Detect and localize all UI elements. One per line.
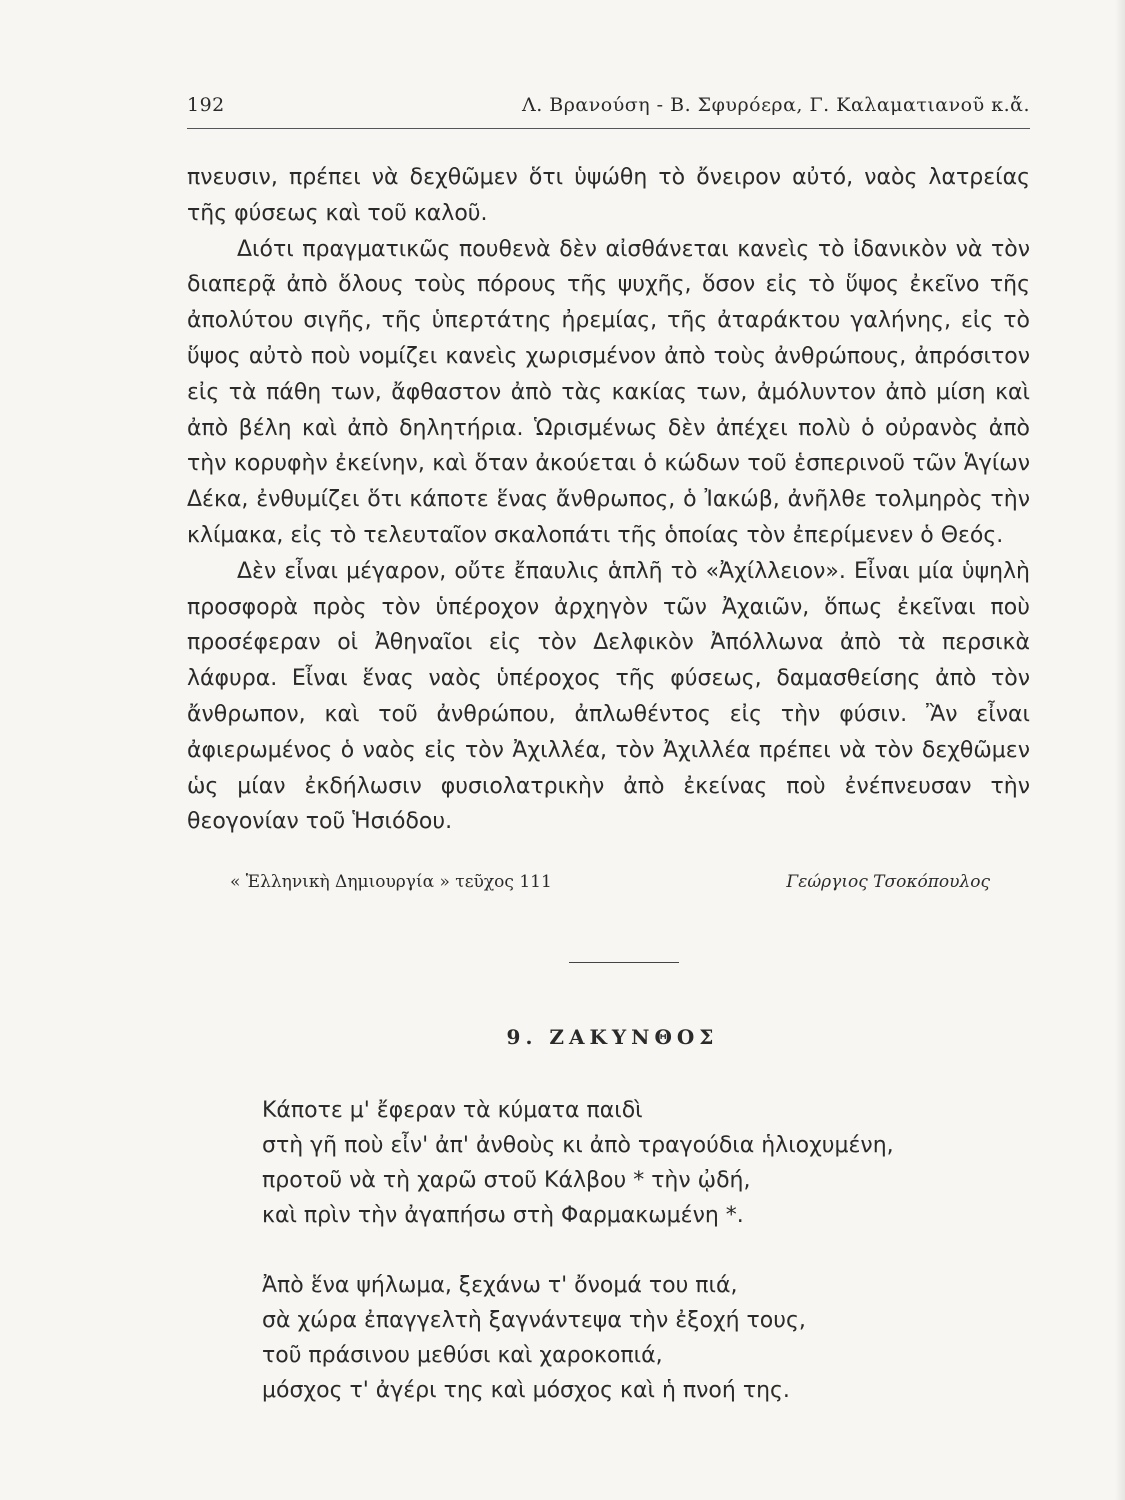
poem-line: Κάποτε μ' ἔφεραν τὰ κύματα παιδὶ — [262, 1098, 643, 1123]
poem-line: μόσχος τ' ἀγέρι της καὶ μόσχος καὶ ἡ πνοή της. — [262, 1378, 790, 1403]
poem-line: τοῦ πράσινου μεθύσι καὶ χαροκοπιά, — [262, 1343, 663, 1368]
poem-line: σὰ χώρα ἐπαγγελτὴ ξαγνάντεψα τὴν ἐξοχή τους, — [262, 1308, 806, 1333]
running-head: Λ. Βρανούση - Β. Σφυρόερα, Γ. Καλαματιανοῦ κ.ἄ. — [521, 94, 1030, 116]
poem — [262, 1093, 1042, 1443]
poem-line: στὴ γῆ ποὺ εἶν' ἀπ' ἀνθοὺς κι ἀπὸ τραγούδια ἡλιοχυμένη, — [262, 1133, 894, 1158]
poem-line: καὶ πρὶν τὴν ἀγαπήσω στὴ Φαρμακωμένη *. — [262, 1203, 744, 1228]
poem-line: Ἀπὸ ἕνα ψήλωμα, ξεχάνω τ' ὄνομά του πιά, — [262, 1273, 738, 1298]
paragraph: Δὲν εἶναι μέγαρον, οὔτε ἔπαυλις ἁπλῆ τὸ «Ἀχίλλειον». Εἶναι μία ὑψηλὴ προσφορὰ πρὸς τὸν ὑπέροχον ἀρχηγὸν τῶν Ἀχαιῶν, ὅπως ἐκεῖναι ποὺ προσέφεραν οἱ Ἀθηναῖοι εἰς τὸν Δελφικὸν Ἀπόλλωνα ἀπὸ τὰ περσικὰ λάφυρα. Εἶναι ἕνας ναὸς ὑπέροχος τῆς φύσεως, δαμασθείσης ἀπὸ τὸν ἄνθρωπον, καὶ τοῦ ἀνθρώπου, ἀπλωθέντος εἰς τὴν φύσιν. Ἂν εἶναι ἀφιερωμένος ὁ ναὸς εἰς τὸν Ἀχιλλέα, τὸν Ἀχιλλέα πρέπει νὰ τὸν δεχθῶμεν ὡς μίαν ἐκδήλωσιν φυσιολατρικὴν ἀπὸ ἐκείνας ποὺ ἐνέπνευσαν τὴν θεογονίαν τοῦ Ἡσιόδου. — [187, 558, 1030, 835]
page-header — [187, 92, 1030, 129]
page-edge-shadow — [1115, 0, 1125, 1500]
prose-body — [187, 160, 1030, 840]
poem-stanza-2 — [262, 1268, 1042, 1408]
section-divider — [569, 962, 679, 963]
paragraph: Διότι πραγματικῶς πουθενὰ δὲν αἰσθάνεται κανεὶς τὸ ἰδανικὸν νὰ τὸν διαπερᾷ ἀπὸ ὅλους τοὺς πόρους τῆς ψυχῆς, ὅσον εἰς τὸ ὕψος ἐκεῖνο τῆς ἀπολύτου σιγῆς, τῆς ὑπερτάτης ἠρεμίας, τῆς ἀταράκτου γαλήνης, εἰς τὸ ὕψος αὐτὸ ποὺ νομίζει κανεὶς χωρισμένον ἀπὸ τοὺς ἀνθρώπους, ἀπρόσιτον εἰς τὰ πάθη των, ἄφθαστον ἀπὸ τὰς κακίας των, ἀμόλυντον ἀπὸ μίση καὶ ἀπὸ βέλη καὶ ἀπὸ δηλητήρια. Ὡρισμένως δὲν ἀπέχει πολὺ ὁ οὐρανὸς ἀπὸ τὴν κορυφὴν ἐκείνην, καὶ ὅταν ἀκούεται ὁ κώδων τοῦ ἑσπερινοῦ τῶν Ἁγίων Δέκα, ἐνθυμίζει ὅτι κάποτε ἕνας ἄνθρωπος, ὁ Ἰακώβ, ἀνῆλθε τολμηρὸς τὴν κλίμακα, εἰς τὸ τελευταῖον σκαλοπάτι τῆς ὁποίας τὸν ἐπερίμενεν ὁ Θεός. — [187, 236, 1030, 548]
poem-stanza-1 — [262, 1093, 1042, 1233]
citation-author: Γεώργιος Τσοκόπουλος — [786, 872, 990, 892]
section-title: 9. ΖΑΚΥΝΘΟΣ — [506, 1025, 719, 1049]
paragraph-continuation: πνευσιν, πρέπει νὰ δεχθῶμεν ὅτι ὑψώθη τὸ ὄνειρον αὐτό, ναὸς λατρείας τῆς φύσεως καὶ τοῦ καλοῦ. — [187, 165, 1030, 226]
citation — [230, 872, 990, 902]
citation-source: « Ἑλληνικὴ Δημιουργία » τεῦχος 111 — [230, 872, 552, 892]
poem-line: προτοῦ νὰ τὴ χαρῶ στοῦ Κάλβου * τὴν ᾠδή, — [262, 1168, 751, 1193]
page-number: 192 — [187, 94, 225, 116]
